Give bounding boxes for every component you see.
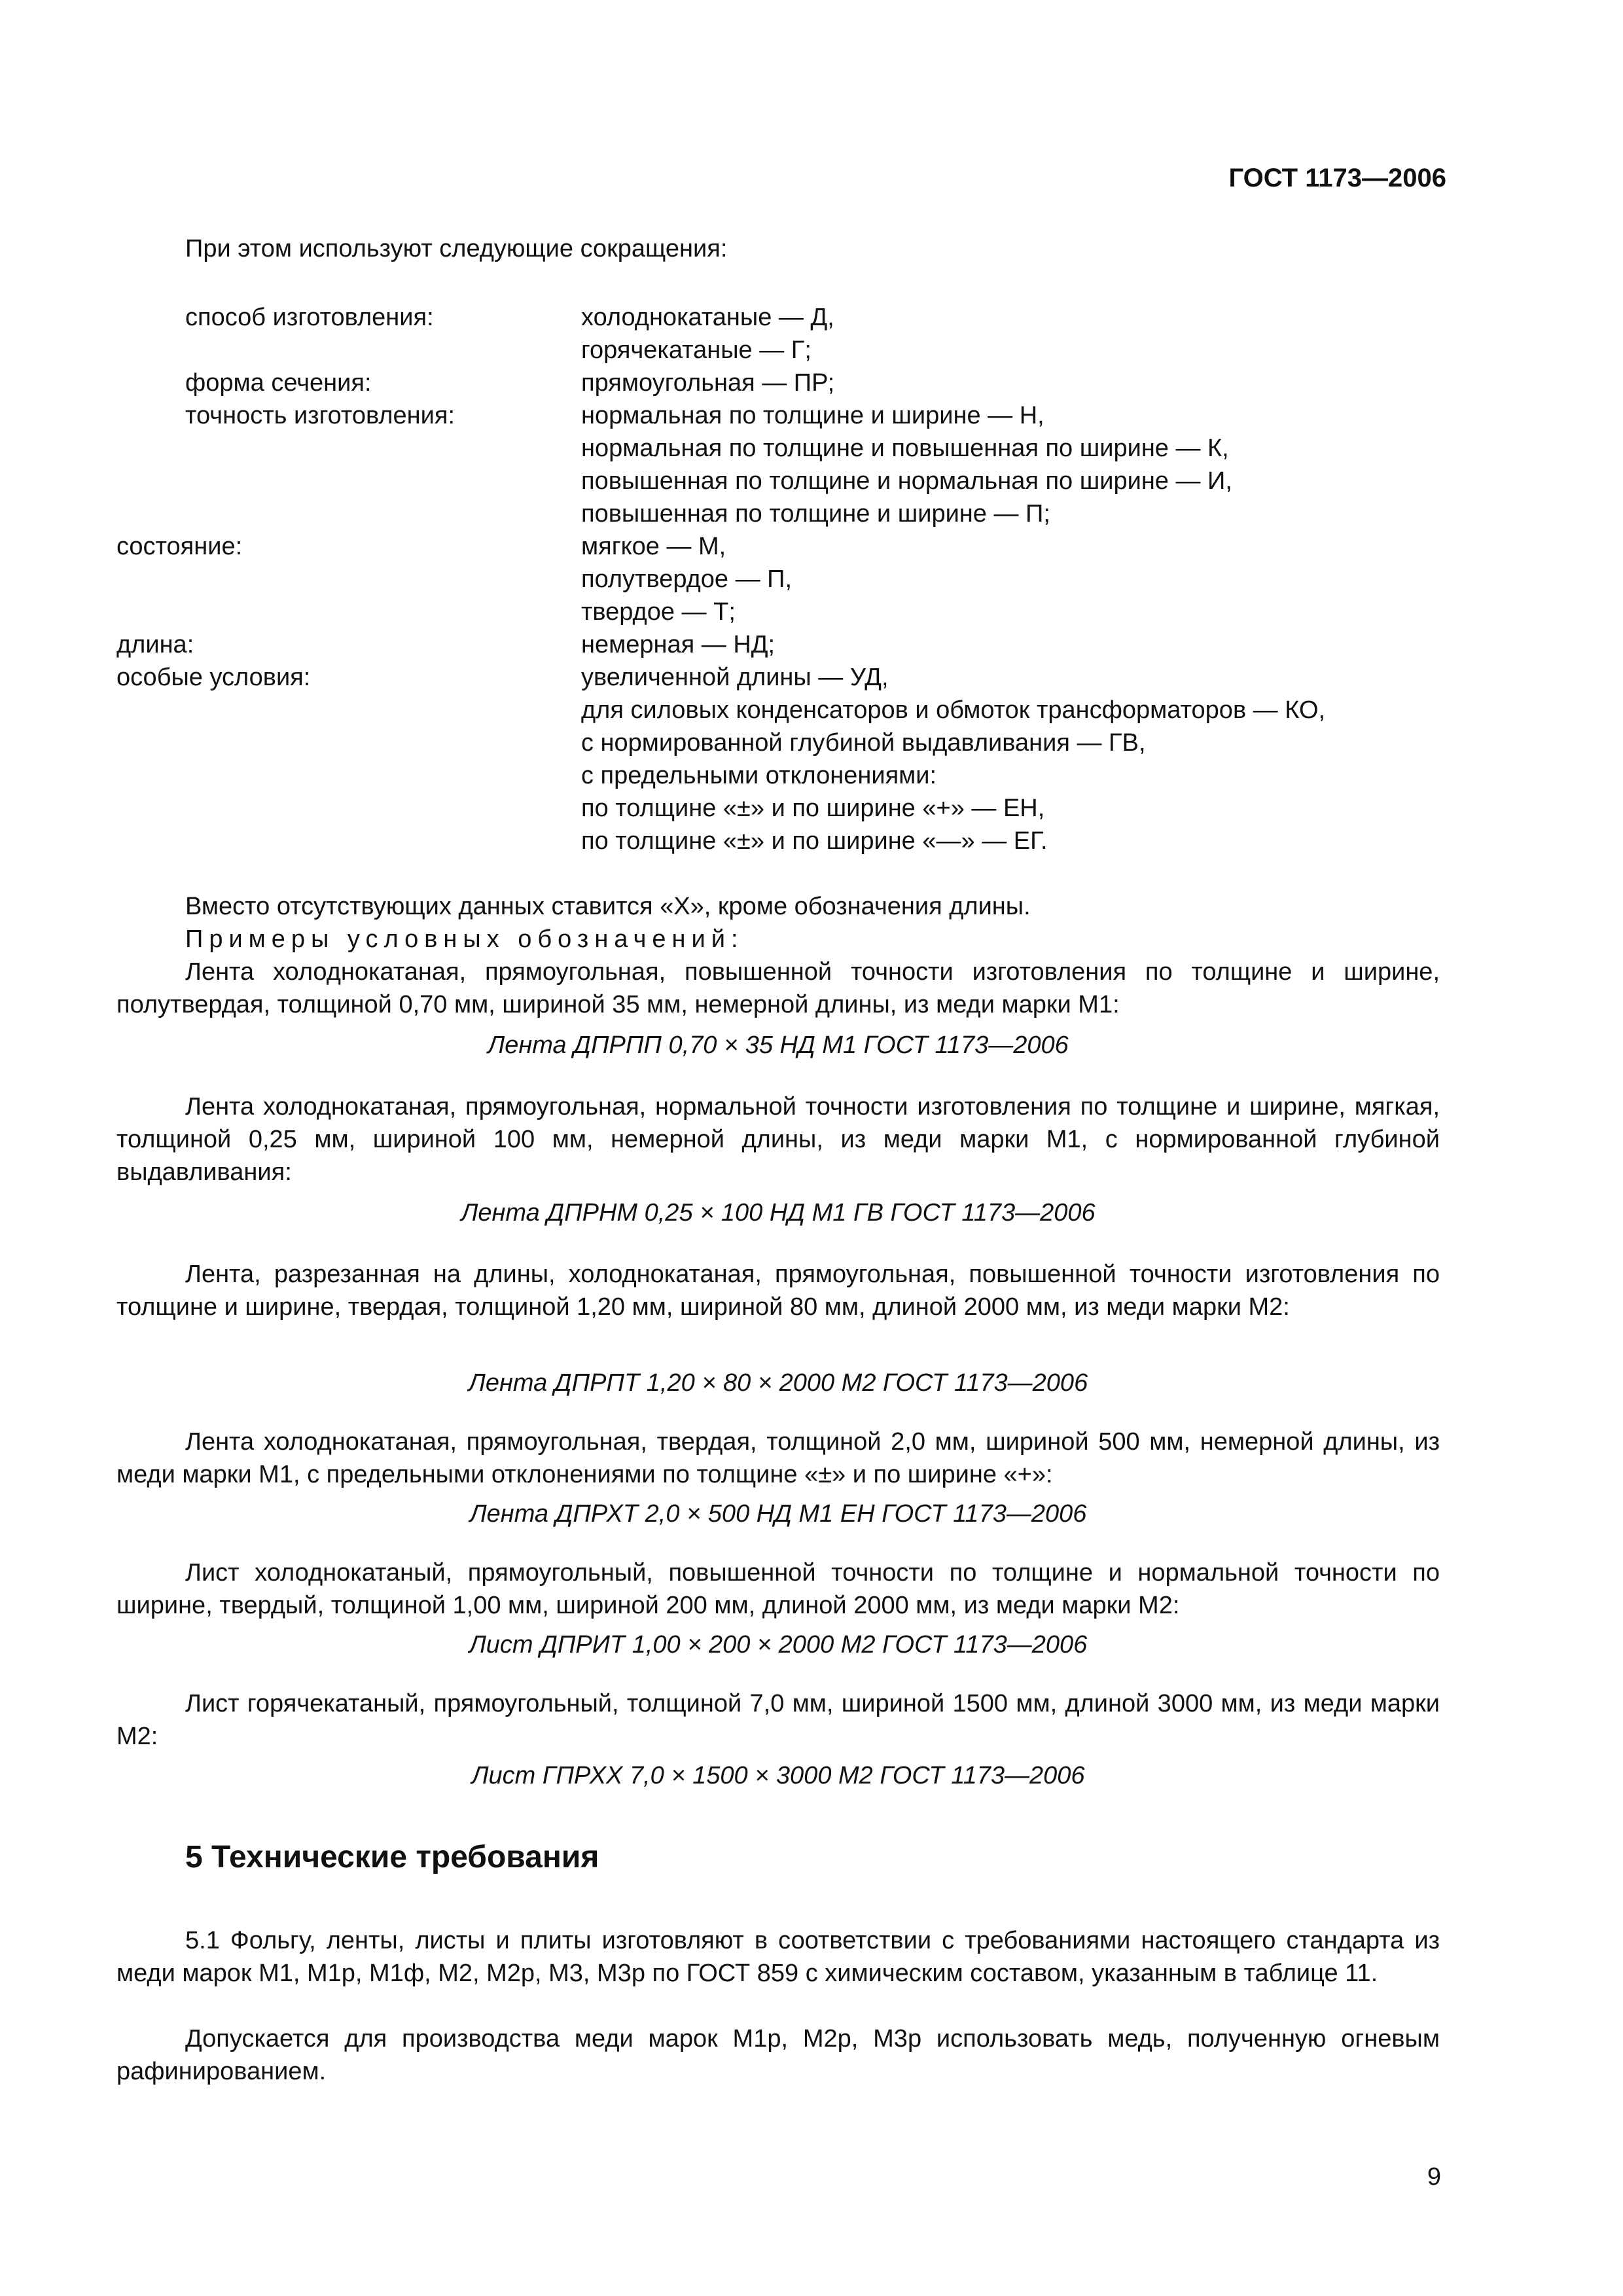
example-description: Лента холоднокатаная, прямоугольная, повышенной точности изготовления по толщине и ширине, полутвердая, толщиной 0,70 мм, шириной 35 мм, немерной длины, из меди марки М1: xyxy=(116,958,1440,1018)
document-header: ГОСТ 1173—2006 xyxy=(1228,164,1446,192)
abbr-label: форма сечения: xyxy=(185,369,372,397)
example-designation: Лист ДПРИТ 1,00 × 200 × 2000 М2 ГОСТ 1173—2006 xyxy=(469,1631,1088,1659)
page-number: 9 xyxy=(1427,2163,1441,2191)
example-description: Лист горячекатаный, прямоугольный, толщиной 7,0 мм, шириной 1500 мм, длиной 3000 мм, из меди марки М2: xyxy=(116,1690,1440,1750)
example-description: Лента, разрезанная на длины, холоднокатаная, прямоугольная, повышенной точности изготовления по толщине и ширине, твердая, толщиной 1,20 мм, шириной 80 мм, длиной 2000 мм, из меди марки М2: xyxy=(116,1261,1440,1321)
abbr-value: по толщине «±» и по ширине «—» — ЕГ. xyxy=(581,827,1048,855)
abbr-label: точность изготовления: xyxy=(185,402,455,429)
abbr-value: для силовых конденсаторов и обмоток трансформаторов — КО, xyxy=(581,696,1326,724)
example-designation: Лист ГПРХХ 7,0 × 1500 × 3000 М2 ГОСТ 1173—2006 xyxy=(471,1762,1085,1789)
abbr-value: повышенная по толщине и ширине — П; xyxy=(581,500,1050,528)
example-designation: Лента ДПРПП 0,70 × 35 НД М1 ГОСТ 1173—2006 xyxy=(488,1031,1069,1059)
abbr-value: холоднокатаные — Д, xyxy=(581,304,834,331)
abbr-value: мягкое — М, xyxy=(581,533,726,560)
abbr-value: горячекатаные — Г; xyxy=(581,336,812,364)
abbr-label: длина: xyxy=(116,631,194,658)
section-heading: 5 Технические требования xyxy=(185,1840,599,1874)
abbr-label: способ изготовления: xyxy=(185,304,434,331)
abbr-value: с нормированной глубиной выдавливания — ГВ, xyxy=(581,729,1146,757)
abbr-value: твердое — Т; xyxy=(581,598,736,626)
example-description: Лента холоднокатаная, прямоугольная, нормальной точности изготовления по толщине и ширине, мягкая, толщиной 0,25 мм, шириной 100 мм, немерной длины, из меди марки М1, с нормированной глубиной выдавливания: xyxy=(116,1093,1440,1186)
abbr-value: повышенная по толщине и нормальная по ширине — И, xyxy=(581,467,1232,495)
section-paragraph: Допускается для производства меди марок М1р, М2р, М3р использовать медь, полученную огневым рафинированием. xyxy=(116,2025,1440,2085)
abbr-value: по толщине «±» и по ширине «+» — ЕН, xyxy=(581,795,1045,822)
example-designation: Лента ДПРХТ 2,0 × 500 НД М1 ЕН ГОСТ 1173—2006 xyxy=(469,1500,1087,1528)
abbr-value: прямоугольная — ПР; xyxy=(581,369,835,397)
abbr-label: состояние: xyxy=(116,533,243,560)
example-description: Лист холоднокатаный, прямоугольный, повышенной точности по толщине и нормальной точности по ширине, твердый, толщиной 1,00 мм, шириной 200 мм, длиной 2000 мм, из меди марки М2: xyxy=(116,1559,1440,1619)
abbr-value: с предельными отклонениями: xyxy=(581,762,937,789)
abbr-value: полутвердое — П, xyxy=(581,565,793,593)
section-paragraph: 5.1 Фольгу, ленты, листы и плиты изготовляют в соответствии с требованиями настоящего стандарта из меди марок М1, М1р, М1ф, М2, М2р, М3, М3р по ГОСТ 859 с химическим составом, указанным в таблице 11. xyxy=(116,1927,1440,1987)
examples-heading: Примеры условных обозначений: xyxy=(185,925,744,953)
intro-text: При этом используют следующие сокращения: xyxy=(185,235,728,262)
example-designation: Лента ДПРНМ 0,25 × 100 НД М1 ГВ ГОСТ 1173—2006 xyxy=(461,1199,1096,1227)
abbr-label: особые условия: xyxy=(116,664,311,691)
example-designation: Лента ДПРПТ 1,20 × 80 × 2000 М2 ГОСТ 1173—2006 xyxy=(468,1369,1088,1397)
abbr-value: немерная — НД; xyxy=(581,631,776,658)
note-text: Вместо отсутствующих данных ставится «Х», кроме обозначения длины. xyxy=(185,893,1031,920)
abbr-value: увеличенной длины — УД, xyxy=(581,664,889,691)
example-description: Лента холоднокатаная, прямоугольная, твердая, толщиной 2,0 мм, шириной 500 мм, немерной длины, из меди марки М1, с предельными отклонениями по толщине «±» и по ширине «+»: xyxy=(116,1428,1440,1488)
abbr-value: нормальная по толщине и повышенная по ширине — К, xyxy=(581,435,1229,462)
abbr-value: нормальная по толщине и ширине — Н, xyxy=(581,402,1044,429)
